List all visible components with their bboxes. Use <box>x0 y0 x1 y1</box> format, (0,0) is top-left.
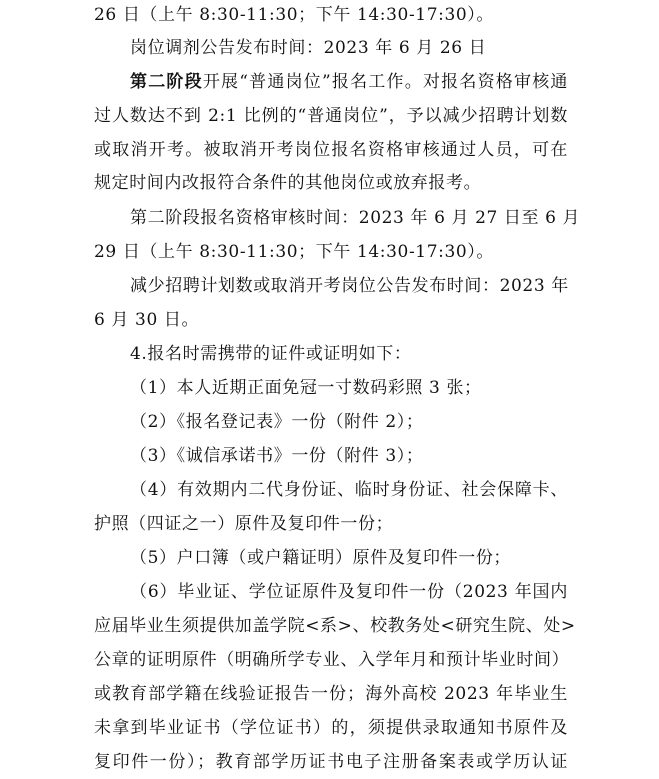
text-line-16: 护照（四证之一）原件及复印件一份； <box>94 514 394 534</box>
text-line-17: （5）户口簿（或户籍证明）原件及复印件一份； <box>130 548 512 568</box>
text-line-3 <box>130 71 568 93</box>
text-line-23: 复印件一份）；教育部学历证书电子注册备案表或学历认证 <box>94 752 568 772</box>
text-line-1: 26 日（上午 8:30-11:30；下午 14:30-17:30）。 <box>94 5 494 25</box>
text-line-3-body: 开展“普通岗位”报名工作。对报名资格审核通 <box>202 72 568 92</box>
text-line-19: 应届毕业生须提供加盖学院<系>、校教务处<研究生院、处> <box>94 616 576 636</box>
text-line-14: （3）《诚信承诺书》一份（附件 3）； <box>130 446 424 466</box>
text-line-10: 6 月 30 日。 <box>94 310 200 330</box>
text-line-21: 或教育部学籍在线验证报告一份；海外高校 2023 年毕业生 <box>94 684 568 704</box>
text-line-13: （2）《报名登记表》一份（附件 2）； <box>130 412 424 432</box>
text-line-7: 第二阶段报名资格审核时间：2023 年 6 月 27 日至 6 月 <box>130 208 581 228</box>
text-line-4: 过人数达不到 2:1 比例的“普通岗位”，予以减少招聘计划数 <box>94 106 568 126</box>
text-line-6: 规定时间内改报符合条件的其他岗位或放弃报考。 <box>94 173 482 193</box>
text-line-9: 减少招聘计划数或取消开考岗位公告发布时间：2023 年 <box>130 276 569 296</box>
text-line-15: （4）有效期内二代身份证、临时身份证、社会保障卡、 <box>130 480 568 500</box>
text-line-12: （1）本人近期正面免冠一寸数码彩照 3 张； <box>130 378 482 398</box>
text-line-22: 未拿到毕业证书（学位证书）的，须提供录取通知书原件及 <box>94 718 568 738</box>
text-line-5: 或取消开考。被取消开考岗位报名资格审核通过人员，可在 <box>94 140 568 160</box>
text-line-11: 4.报名时需携带的证件或证明如下： <box>130 344 412 364</box>
text-line-2: 岗位调剂公告发布时间：2023 年 6 月 26 日 <box>130 38 487 58</box>
text-line-8: 29 日（上午 8:30-11:30；下午 14:30-17:30）。 <box>94 242 494 262</box>
text-line-18: （6）毕业证、学位证原件及复印件一份（2023 年国内 <box>130 582 568 602</box>
bold-heading-stage-two: 第二阶段 <box>130 72 203 92</box>
text-line-20: 公章的证明原件（明确所学专业、入学年月和预计毕业时间） <box>94 650 570 670</box>
